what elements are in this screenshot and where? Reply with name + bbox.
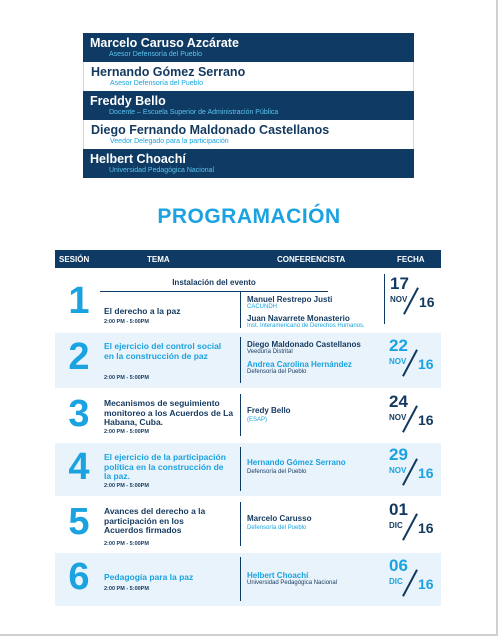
session-topic: El ejercicio del control social en la construcción de paz [104,341,222,361]
session-time: 2:00 PM - 5:00PM [104,375,149,381]
session-time: 2:00 PM - 5:00PM [104,586,149,592]
session-topic: Mecanismos de seguimiento monitoreo a los Acuerdos de La Habana, Cuba. [104,398,234,427]
speaker [247,514,311,532]
speaker-item [83,91,414,120]
column-divider [240,557,241,601]
speaker-org: Defensoría del Pueblo [247,525,307,531]
date-year: 16 [419,294,435,310]
header-sesion: SESIÓN [59,255,90,264]
date-day: 17 [390,274,409,293]
session-date [384,556,438,606]
session-topic: El ejercicio de la participación política en la construcción de la paz. [104,452,226,481]
column-divider [240,337,241,383]
speaker-list [83,33,414,178]
table-row [55,333,441,388]
date-month: DIC [389,577,403,586]
page-title: PROGRAMACIÓN [157,205,341,228]
divider-line [100,291,328,292]
column-divider [240,447,241,491]
table-row [55,443,441,496]
speaker-org: Veeduría Distrital [247,349,293,355]
speaker-role: Docente – Escuela Superior de Administración Pública [109,109,279,116]
column-divider [240,394,241,436]
date-year: 16 [418,576,434,592]
speaker-org: CACUNDH [247,304,277,310]
session-number: 3 [68,393,90,435]
speaker-name: Manuel Restrepo Justi [247,295,333,304]
speaker-item [83,33,414,62]
speaker-org: Defensoría del Pueblo [247,469,307,475]
date-month: NOV [390,295,408,304]
session-number: 1 [68,280,90,322]
header-fecha: FECHA [397,255,425,264]
speaker-org: Inst. Interamericano de Derechos Humanos. [247,323,365,329]
speaker [247,340,361,376]
column-divider [240,292,241,328]
column-divider [240,502,241,546]
date-month: NOV [389,413,407,422]
speaker-item [83,149,414,178]
speaker-name: Helbert Choachí [247,571,309,580]
session-number: 2 [68,336,90,378]
header-conferencista: CONFERENCISTA [277,255,346,264]
speaker-item [83,62,414,91]
session-date [384,392,438,442]
speaker-org: (ESAP) [247,417,268,423]
table-header [55,250,441,268]
date-month: DIC [389,521,403,530]
speaker-org: Universidad Pedagógica Nacional [247,580,338,586]
session-topic: Avances del derecho a la participación en los Acuerdos firmados [104,506,206,535]
speaker-role: Asesor Defensoría del Pueblo [109,51,202,58]
date-day: 22 [389,336,408,355]
table-row [55,553,441,606]
date-month: NOV [389,357,407,366]
speaker [247,295,365,330]
speaker-name: Hernando Gómez Serrano [247,458,346,467]
date-year: 16 [418,412,434,428]
speaker-org: Defensoría del Pueblo [247,369,307,375]
session-date [384,500,438,550]
session-date [384,336,438,386]
speaker-name: Helbert Choachí [90,152,186,166]
session-date [384,445,438,495]
session-time: 2:00 PM - 5:00PM [104,541,149,547]
session-topic: Pedagogía para la paz [104,572,194,582]
date-month: NOV [389,466,407,475]
session-time: 2:00 PM - 5:00PM [104,319,149,325]
speaker [247,458,346,476]
date-year: 16 [418,356,434,372]
speaker-name: Freddy Bello [90,94,166,108]
speaker-name: Hernando Gómez Serrano [91,65,246,79]
date-day: 29 [389,445,408,464]
session-number: 4 [68,446,90,488]
speaker-name: Marcelo Carusso [247,514,312,523]
date-day: 24 [389,392,408,411]
speaker-role: Universidad Pedagógica Nacional [109,167,215,174]
speaker [247,406,291,424]
table-row [55,390,441,440]
session-number: 5 [68,501,90,543]
speaker-name: Fredy Bello [247,406,291,415]
session-number: 6 [68,556,90,598]
date-day: 01 [389,500,408,519]
header-tema: TEMA [147,255,170,264]
speaker-name: Diego Maldonado Castellanos [247,340,361,349]
speaker-name: Marcelo Caruso Azcárate [90,36,239,50]
speaker-item [83,120,414,149]
date-year: 16 [418,465,434,481]
speaker [247,571,337,587]
date-day: 06 [389,556,408,575]
session-topic: El derecho a la paz [104,306,181,316]
speaker-name: Juan Navarrete Monasterio [247,314,350,323]
install-label: Instalación del evento [172,278,256,287]
session-date [384,274,439,324]
session-time: 2:00 PM - 5:00PM [104,429,149,435]
speaker-role: Asesor Defensoría del Pueblo [110,80,203,87]
speaker-role: Veedor Delegado para la participación [110,138,229,145]
date-year: 16 [418,520,434,536]
session-time: 2:00 PM - 5:00PM [104,483,149,489]
speaker-name: Andrea Carolina Hernández [247,360,352,369]
table-row [55,498,441,550]
speaker-name: Diego Fernando Maldonado Castellanos [91,123,330,137]
